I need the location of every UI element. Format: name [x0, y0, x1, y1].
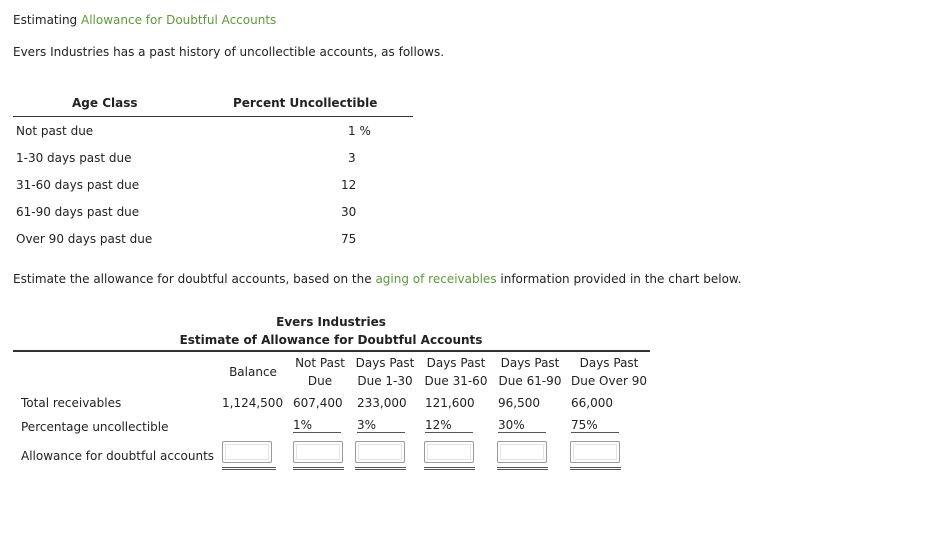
double-underline — [222, 467, 276, 470]
intro-text: Evers Industries has a past history of uncollectible accounts, as follows. — [13, 45, 445, 59]
instruction-before: Estimate the allowance for doubtful accounts, based on the — [13, 272, 376, 286]
pct-31-60: 12% — [425, 418, 452, 432]
col-header-31-60-1: Days Past — [426, 356, 486, 370]
allowance-61-90-input[interactable] — [497, 441, 547, 463]
pct-underline — [357, 432, 405, 433]
estimate-title-rule — [13, 350, 650, 352]
col-header-over-90-1: Days Past — [579, 356, 639, 370]
col-header-1-30-1: Days Past — [355, 356, 415, 370]
pct-1-30: 3% — [357, 418, 377, 432]
instruction-text — [13, 272, 741, 286]
double-underline — [293, 467, 344, 470]
estimate-title: Estimate of Allowance for Doubtful Accounts — [179, 333, 483, 347]
allowance-over-90-input[interactable] — [570, 441, 620, 463]
col-header-balance: Balance — [229, 365, 277, 379]
age-row-label: 1-30 days past due — [16, 151, 132, 165]
page-header — [13, 13, 276, 27]
pct-underline — [293, 432, 341, 433]
company-name: Evers Industries — [276, 315, 386, 329]
allowance-link[interactable]: Allowance for Doubtful Accounts — [81, 13, 277, 27]
col-header-not-past-due-2: Due — [307, 374, 333, 388]
col-header-not-past-due-1: Not Past — [295, 356, 345, 370]
col-header-over-90-2: Due Over 90 — [571, 374, 647, 388]
age-row-label: Not past due — [16, 124, 94, 138]
row-label-allowance: Allowance for doubtful accounts — [21, 449, 215, 463]
allowance-31-60-input[interactable] — [424, 441, 474, 463]
total-not-past-due: 607,400 — [293, 396, 343, 410]
double-underline — [355, 467, 406, 470]
aging-of-receivables-link[interactable]: aging of receivables — [375, 272, 497, 286]
total-balance: 1,124,500 — [222, 396, 284, 410]
total-31-60: 121,600 — [425, 396, 475, 410]
age-class-header: Age Class — [72, 96, 138, 110]
age-row-pct: 3 — [348, 151, 356, 165]
pct-61-90: 30% — [498, 418, 525, 432]
age-row-pct: 1 % — [348, 124, 371, 138]
age-row-label: 61-90 days past due — [16, 205, 140, 219]
age-row-label: Over 90 days past due — [16, 232, 153, 246]
allowance-1-30-input[interactable] — [355, 441, 405, 463]
double-underline — [570, 467, 621, 470]
age-row-pct: 30 — [341, 205, 357, 219]
age-table-header-rule — [13, 116, 413, 117]
col-header-61-90-1: Days Past — [500, 356, 560, 370]
pct-not-past-due: 1% — [293, 418, 313, 432]
col-header-31-60-2: Due 31-60 — [424, 374, 488, 388]
age-row-pct: 75 — [341, 232, 357, 246]
pct-over-90: 75% — [571, 418, 598, 432]
age-row-pct: 12 — [341, 178, 357, 192]
allowance-balance-input[interactable] — [222, 441, 272, 463]
col-header-61-90-2: Due 61-90 — [498, 374, 562, 388]
col-header-1-30-2: Due 1-30 — [357, 374, 413, 388]
total-over-90: 66,000 — [571, 396, 613, 410]
pct-underline — [571, 432, 619, 433]
allowance-not-past-due-input[interactable] — [293, 441, 343, 463]
header-prefix: Estimating — [13, 13, 81, 27]
age-row-label: 31-60 days past due — [16, 178, 140, 192]
double-underline — [424, 467, 475, 470]
pct-underline — [498, 432, 546, 433]
instruction-after: information provided in the chart below. — [496, 272, 742, 286]
total-1-30: 233,000 — [357, 396, 407, 410]
double-underline — [497, 467, 548, 470]
row-label-total: Total receivables — [21, 396, 122, 410]
row-label-percentage: Percentage uncollectible — [21, 420, 169, 434]
percent-uncollectible-header: Percent Uncollectible — [233, 96, 378, 110]
total-61-90: 96,500 — [498, 396, 540, 410]
pct-underline — [425, 432, 473, 433]
